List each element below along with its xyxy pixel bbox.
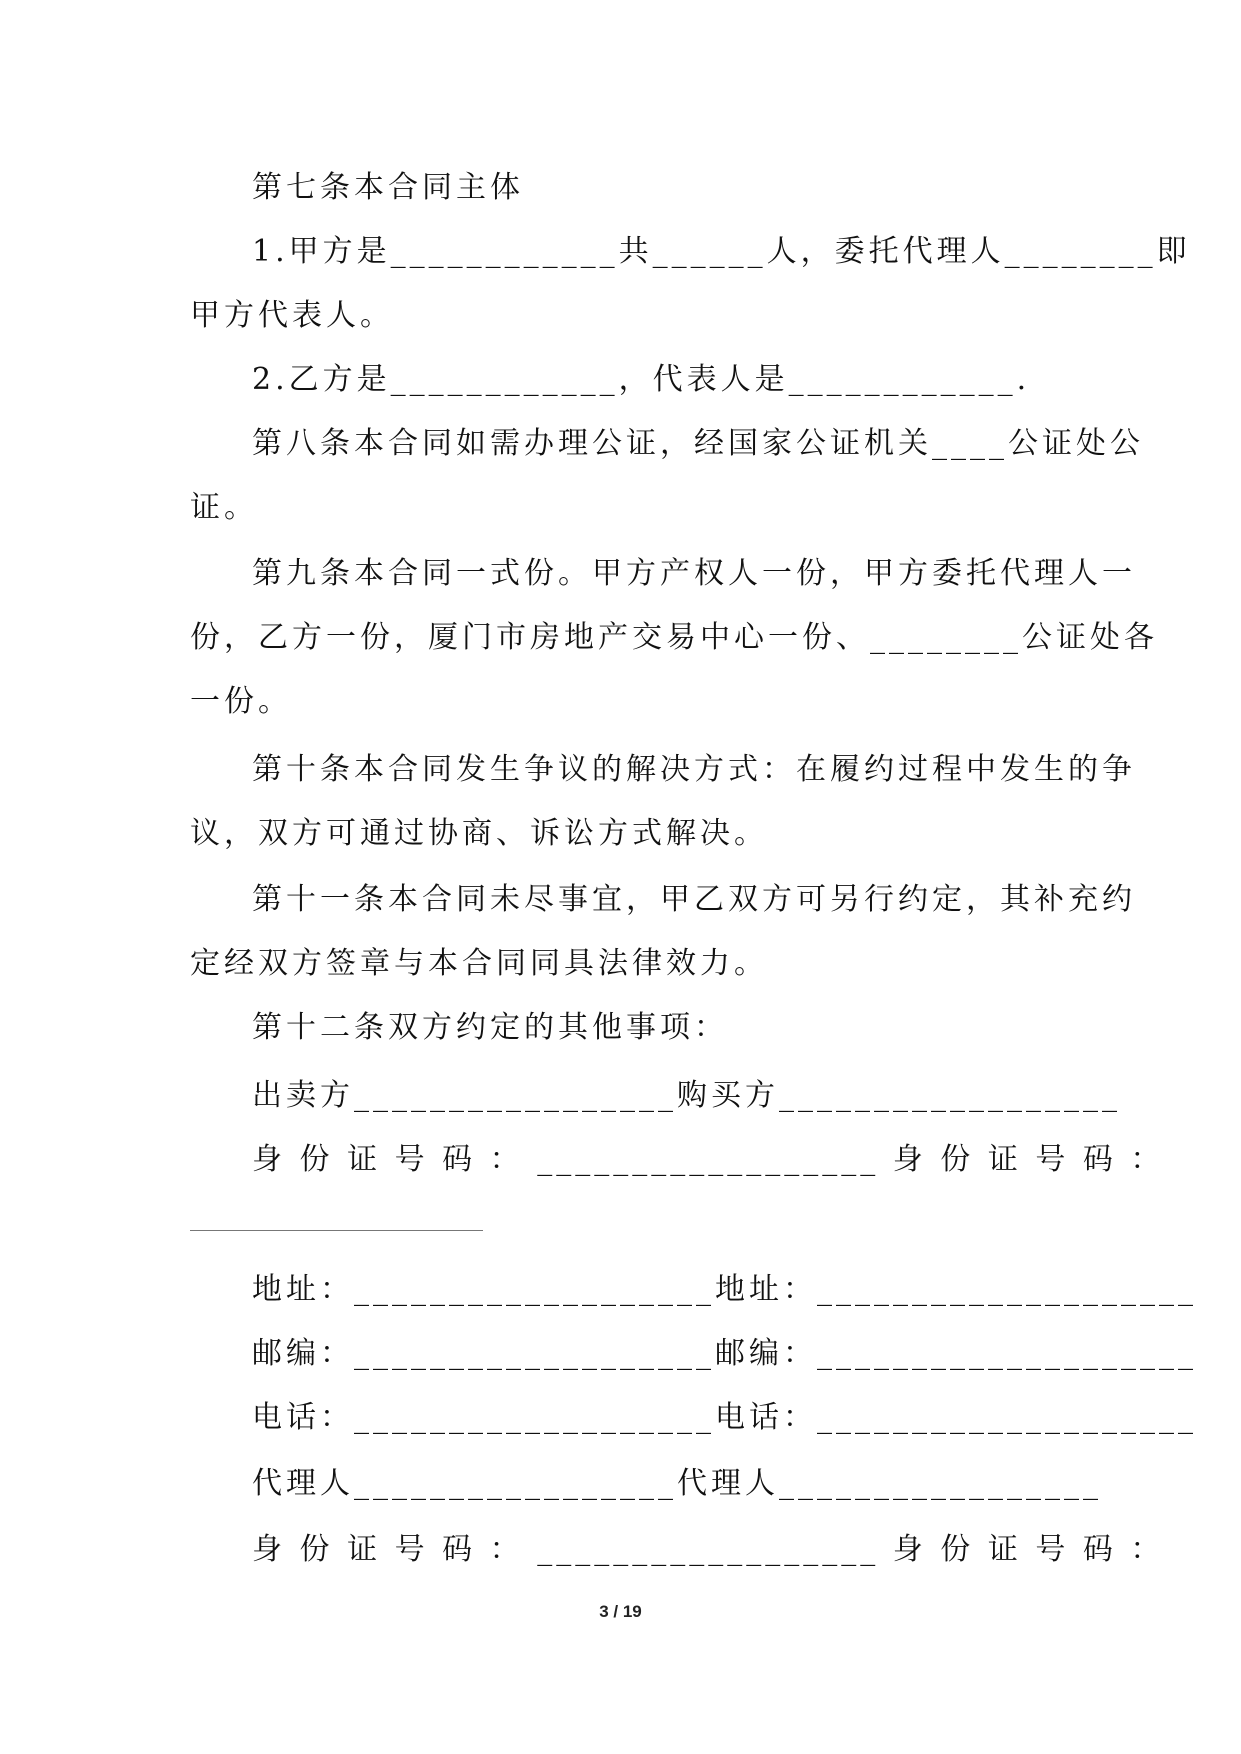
clause-9-cont-1: 份，乙方一份，厦门市房地产交易中心一份、________公证处各 [190, 620, 1158, 655]
clause-7-title: 第七条本合同主体 [252, 170, 524, 205]
seller-buyer-line: 出卖方_________________购买方__________________ [252, 1078, 1121, 1113]
clause-8: 第八条本合同如需办理公证，经国家公证机关____公证处公 [252, 426, 1144, 461]
phone-line: 电话：___________________电话：____________________ [252, 1400, 1197, 1435]
party-a-line: 1.甲方是____________共______人，委托代理人________即 [252, 234, 1191, 269]
clause-12: 第十二条双方约定的其他事项： [252, 1010, 728, 1045]
clause-8-cont: 证。 [190, 490, 258, 525]
postcode-line: 邮编：___________________邮编：____________________ [252, 1336, 1197, 1371]
address-line: 地址：___________________地址：____________________ [252, 1272, 1197, 1307]
page-number: 3 / 19 [599, 1602, 642, 1621]
clause-10-cont: 议，双方可通过协商、诉讼方式解决。 [190, 816, 768, 851]
agent-line: 代理人_________________代理人_________________ [252, 1466, 1102, 1501]
clause-10: 第十条本合同发生争议的解决方式：在履约过程中发生的争 [252, 752, 1136, 787]
clause-11-cont: 定经双方签章与本合同同具法律效力。 [190, 946, 768, 981]
clause-9: 第九条本合同一式份。甲方产权人一份，甲方委托代理人一 [252, 556, 1136, 591]
party-b-line: 2.乙方是____________，代表人是____________. [252, 362, 1031, 397]
id-number-line-1: 身 份 证 号 码 ： __________________ 身 份 证 号 码 ： [252, 1142, 1165, 1177]
id-number-line-2: 身 份 证 号 码 ： __________________ 身 份 证 号 码 ： [252, 1532, 1165, 1567]
party-a-line-cont: 甲方代表人。 [190, 298, 394, 333]
id-number-blank-1 [190, 1230, 483, 1231]
clause-9-cont-2: 一份。 [190, 684, 292, 719]
clause-11: 第十一条本合同未尽事宜，甲乙双方可另行约定，其补充约 [252, 882, 1136, 917]
